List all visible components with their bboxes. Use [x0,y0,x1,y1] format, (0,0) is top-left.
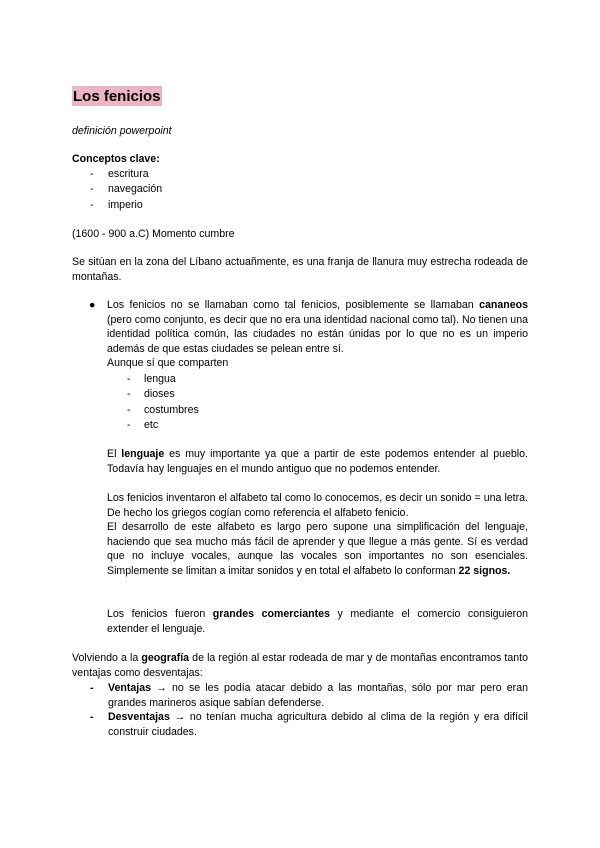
subtitle: definición powerpoint [72,125,172,137]
trade-paragraph: Los fenicios fueron grandes comerciantes y mediante el comercio consiguieron extender el lenguaje. [107,608,528,635]
alphabet-paragraph: Los fenicios inventaron el alfabeto tal como lo conocemos, es decir un sonido = una letra. De hecho los griegos cogían como referencia el alfabeto fenicio. El desarrollo de este alfabeto es largo pero supone una simplificación del lenguaje, haciendo que sea mucho más fácil de aprender y que llegue a más gente. Sí es verdad que no incluye vocales, aunque las vocales son importantes no son esenciales. Simplemente se limitan a imitar sonidos y en total el alfabeto lo conforman 22 signos. [107,492,528,577]
intro-paragraph: Se sitúan en la zona del Líbano actuañmente, es una franja de llanura muy estrecha rodeada de montañas. [72,256,528,283]
page-title: Los fenicios [73,88,161,105]
language-paragraph: El lenguaje es muy importante ya que a partir de este podemos entender al pueblo. Todavía hay lenguajes en el mundo antiguo que no podemos entender. [107,448,528,475]
list-item: - Desventajas → no tenían mucha agricultura debido al clima de la región y era difícil construir ciudades. [90,711,528,738]
cananeos-paragraph: Los fenicios no se llamaban como tal fenicios, posiblemente se llamaban cananeos (pero como conjunto, es decir que no era una identidad nacional como tal). No tienen una identidad política común, las ciudades no están únidas por lo que no es un imperio además de que estas ciudades se pelean entre sí. Aunque sí que comparten [107,299,528,370]
geography-paragraph: Volviendo a la geografía de la región al estar rodeada de mar y de montañas encontramos tanto ventajas como desventajas: [72,652,528,679]
bullet-dot-icon: ● [89,299,96,311]
concepts-heading: Conceptos clave: [72,153,160,165]
document-page: Los fenicios definición powerpoint Conceptos clave: - escritura - navegación - imperio (1600 - 900 a.C) Momento cumbre Se sitúan en la zona del Líbano actuañmente, es una franja de llanura muy estrecha rodeada de montañas. ● Los fenicios no se llamaban como tal fenicios, posiblemente se llamaban cananeos (pero como conjunto, es decir que no era una identidad nacional como tal). No tienen una identidad política común, las ciudades no están únidas por lo que no es un imperio además de que estas ciudades se pelean entre sí. Aunque sí que comparten - lengua - dioses - costumbres - etc El lenguaje es muy importante ya que a partir de este podemos entender al pueblo. Todavía hay lenguajes en el mundo antiguo que no podemos entender. Los fenicios inventaron el alfabeto tal como lo conocemos, es decir un sonido = una letra. De hecho los griegos cogían como referencia el alfabeto fenicio. El desarrollo de este alfabeto es largo pero supone una simplificación del lenguaje, haciendo que sea mucho más fácil de aprender y que llegue a más gente. Sí es verdad que no incluye vocales, aunque las vocales son importantes no son esenciales. Simplemente se limitan a imitar sonidos y en total el alfabeto lo conforman 22 signos. Los fenicios fueron grandes comerciantes y mediante el comercio consiguieron extender el lenguaje. Volviendo a la geografía de la región al estar rodeada de mar y de montañas encontramos tanto ventajas como desventajas: - Ventajas → no se les podía atacar debido a las montañas, sólo por mar pero eran grandes marineros asique sabían defenderse. - Desventajas → no tenían mucha agricultura debido al clima de la región y era difícil construir ciudades. [72,88,528,738]
list-item: - Ventajas → no se les podía atacar debido a las montañas, sólo por mar pero eran grandes marineros asique sabían defenderse. [90,682,528,709]
shared-intro: Aunque sí que comparten [107,357,229,370]
date-line: (1600 - 900 a.C) Momento cumbre [72,228,235,240]
pros-cons-list [90,681,528,739]
